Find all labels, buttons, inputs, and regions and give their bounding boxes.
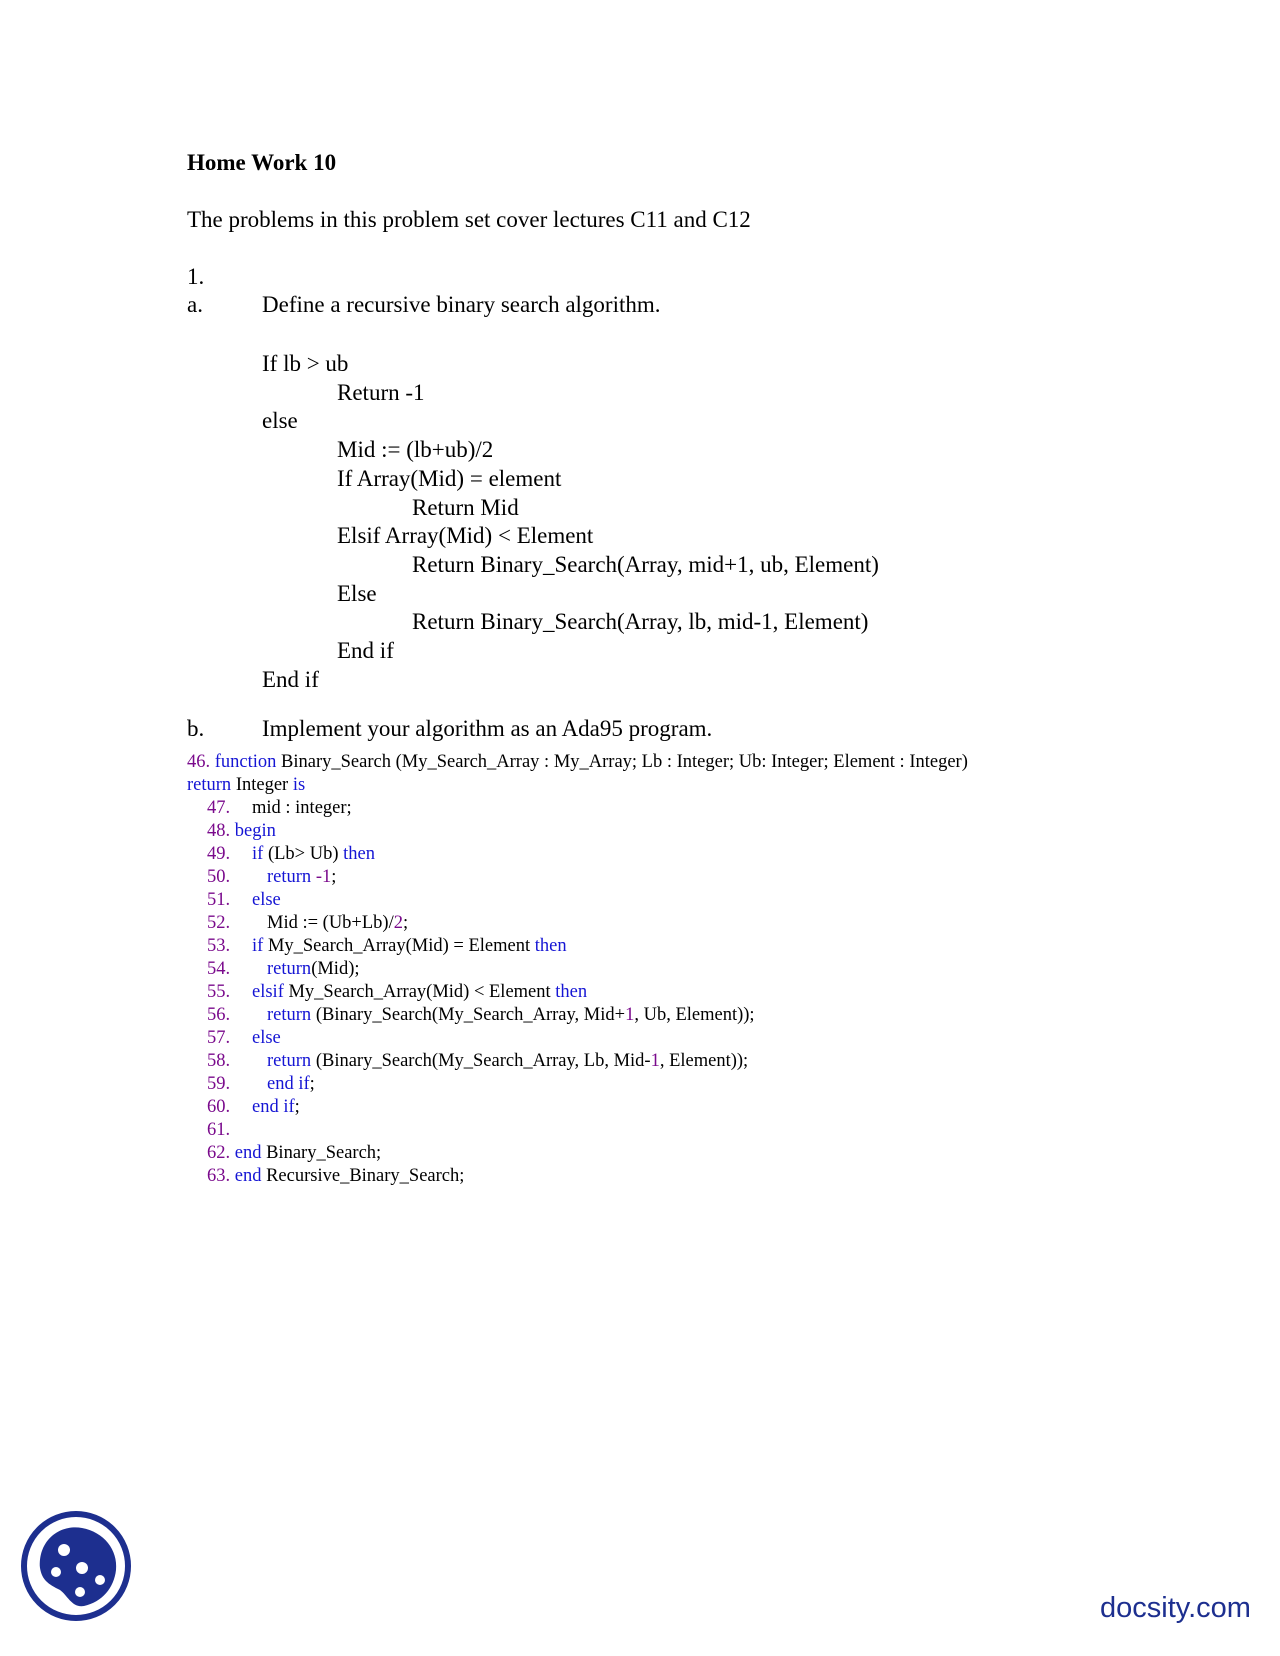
code-keyword: if <box>252 936 264 956</box>
code-keyword: end <box>234 1166 262 1186</box>
problem-number: 1. <box>187 264 205 289</box>
line-number: 51. <box>207 890 231 910</box>
line-number: 61. <box>207 1120 231 1140</box>
line-number: 59. <box>207 1074 231 1094</box>
code-line <box>187 912 968 935</box>
code-line <box>187 1096 968 1119</box>
code-keyword: return <box>267 1051 312 1071</box>
code-text: , Ub, Element)); <box>634 1005 755 1025</box>
line-number: 63. <box>207 1166 235 1186</box>
part-a-letter: a. <box>187 292 203 317</box>
code-keyword: begin <box>234 821 276 841</box>
code-line <box>187 935 968 958</box>
line-number: 55. <box>207 982 231 1002</box>
line-number: 54. <box>207 959 231 979</box>
code-text: (Lb> Ub) <box>263 844 344 864</box>
part-b-text: Implement your algorithm as an Ada95 program. <box>262 716 713 741</box>
code-text: My_Search_Array(Mid) < Element <box>283 982 556 1002</box>
code-text: (Mid); <box>311 959 360 979</box>
code-keyword: is <box>292 775 306 795</box>
code-literal: 2 <box>393 913 403 933</box>
code-line <box>187 866 968 889</box>
line-number: 62. <box>207 1143 235 1163</box>
docsity-logo-icon <box>20 1510 132 1622</box>
code-line <box>187 981 968 1004</box>
intro-text: The problems in this problem set cover lectures C11 and C12 <box>187 207 751 232</box>
algorithm-line: else <box>262 408 298 434</box>
code-keyword: end if <box>267 1074 310 1094</box>
code-keyword: then <box>343 844 375 864</box>
algorithm-line: If Array(Mid) = element <box>337 465 562 491</box>
code-text: My_Search_Array(Mid) = Element <box>263 936 535 956</box>
algorithm-line: End if <box>337 638 394 664</box>
algorithm-line: If lb > ub <box>262 351 349 376</box>
code-line <box>187 1073 968 1096</box>
line-number: 48. <box>207 821 235 841</box>
code-text: Mid := (Ub+Lb)/ <box>267 913 394 933</box>
code-text: ; <box>402 913 409 933</box>
code-line <box>187 1142 968 1165</box>
docsity-brand-text: docsity.com <box>1100 1592 1251 1624</box>
code-text: Binary_Search; <box>261 1143 382 1163</box>
code-text: ; <box>331 867 337 887</box>
code-line <box>187 751 968 774</box>
page-title: Home Work 10 <box>187 150 337 175</box>
line-number: 53. <box>207 936 231 956</box>
algorithm-line: Return Binary_Search(Array, mid+1, ub, Element) <box>412 551 879 577</box>
code-line <box>187 820 968 843</box>
code-keyword: if <box>252 844 264 864</box>
code-keyword: then <box>555 982 588 1002</box>
algorithm-line: End if <box>262 666 319 692</box>
code-text: Recursive_Binary_Search; <box>261 1166 465 1186</box>
code-keyword: function <box>214 752 277 772</box>
code-line <box>187 774 968 797</box>
code-line <box>187 1004 968 1027</box>
algorithm-line: Return Binary_Search(Array, lb, mid-1, Element) <box>412 609 869 635</box>
algorithm-line: Mid := (lb+ub)/2 <box>337 437 494 463</box>
line-number: 52. <box>207 913 231 933</box>
code-text: (Binary_Search(My_Search_Array, Mid+ <box>311 1005 626 1025</box>
code-text: ; <box>294 1097 300 1117</box>
code-literal: 1 <box>650 1051 660 1071</box>
code-text: (Binary_Search(My_Search_Array, Lb, Mid- <box>311 1051 651 1071</box>
part-b-letter: b. <box>187 716 205 741</box>
code-line <box>187 1050 968 1073</box>
code-line <box>187 843 968 866</box>
code-keyword: end <box>234 1143 262 1163</box>
line-number: 56. <box>207 1005 231 1025</box>
code-keyword: return <box>267 867 312 887</box>
code-keyword: else <box>252 890 281 910</box>
line-number: 46. <box>187 752 215 772</box>
code-keyword: return <box>267 1005 312 1025</box>
code-keyword: then <box>534 936 567 956</box>
code-line <box>187 797 968 820</box>
line-number: 57. <box>207 1028 231 1048</box>
code-text: Binary_Search (My_Search_Array : My_Array; Lb : Integer; Ub: Integer; Element : Integer) <box>276 752 968 772</box>
algorithm-line: Elsif Array(Mid) < Element <box>337 523 594 549</box>
code-keyword: return <box>187 775 232 795</box>
code-keyword: else <box>252 1028 281 1048</box>
code-literal: -1 <box>315 867 332 887</box>
code-text: , Element)); <box>659 1051 749 1071</box>
line-number: 60. <box>207 1097 231 1117</box>
code-line <box>187 958 968 981</box>
line-number: 50. <box>207 867 231 887</box>
code-keyword: end if <box>252 1097 295 1117</box>
algorithm-line: Else <box>337 580 377 606</box>
code-text: ; <box>309 1074 315 1094</box>
code-line <box>187 1165 968 1188</box>
code-literal: 1 <box>625 1005 635 1025</box>
code-keyword: return <box>267 959 312 979</box>
line-number: 47. <box>207 798 231 818</box>
algorithm-pseudocode <box>262 350 879 694</box>
code-text: mid : integer; <box>252 798 352 818</box>
line-number: 58. <box>207 1051 231 1071</box>
code-line <box>187 889 968 912</box>
algorithm-line: Return Mid <box>412 494 519 520</box>
code-line <box>187 1027 968 1050</box>
code-keyword: elsif <box>252 982 284 1002</box>
code-text: Integer <box>231 775 293 795</box>
part-a-text: Define a recursive binary search algorithm. <box>262 292 661 317</box>
code-line <box>187 1119 968 1142</box>
ada-code-listing <box>187 751 968 1188</box>
algorithm-line: Return -1 <box>337 379 425 405</box>
line-number: 49. <box>207 844 231 864</box>
